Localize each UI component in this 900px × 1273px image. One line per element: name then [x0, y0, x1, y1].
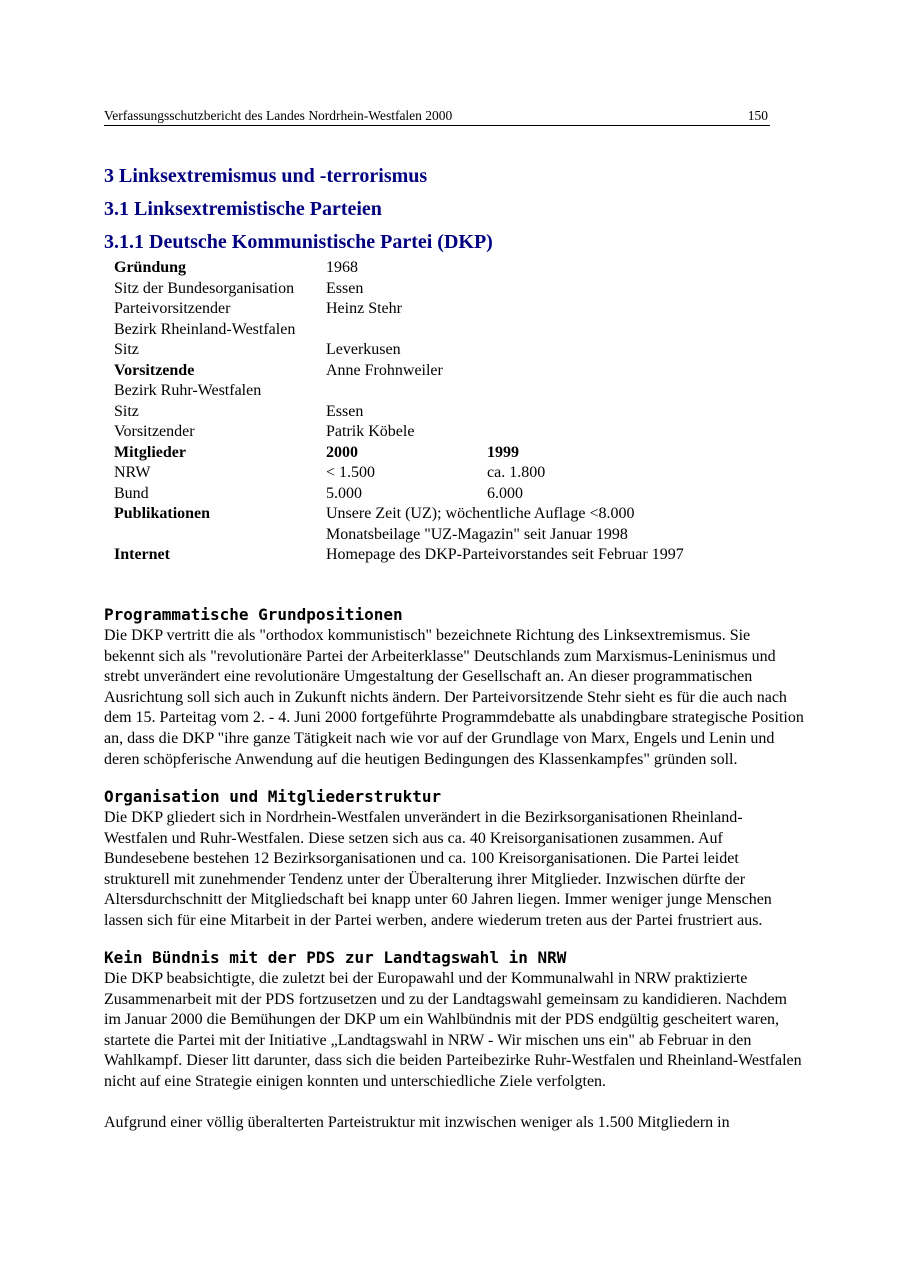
heading-chapter: 3 Linksextremismus und -terrorismus [104, 165, 428, 187]
section-title-organisation: Organisation und Mitgliederstruktur [104, 787, 442, 806]
publications-line-2: Monatsbeilage "UZ-Magazin" seit Januar 1998 [326, 525, 628, 543]
seat-ruhr-label: Sitz [114, 402, 139, 420]
members-nrw-label: NRW [114, 464, 151, 481]
section-title-programmatic: Programmatische Grundpositionen [104, 605, 403, 624]
internet-label: Internet [114, 546, 170, 563]
members-bund-1999: 6.000 [487, 484, 523, 502]
chairman-value: Heinz Stehr [326, 300, 402, 317]
info-row [114, 279, 717, 300]
seat-rw-value: Leverkusen [326, 341, 401, 358]
chair-rw-value: Anne Frohnweiler [326, 361, 443, 379]
section-text-continuation: Aufgrund einer völlig überalterten Parteistruktur mit inzwischen weniger als 1.500 Mitgliedern in [104, 1114, 730, 1131]
members-year-2000: 2000 [326, 443, 358, 461]
info-row [114, 299, 717, 320]
info-row [114, 361, 717, 382]
seat-rw-label: Sitz [114, 341, 139, 358]
party-info-table [114, 258, 717, 566]
info-row [114, 381, 717, 402]
members-year-1999: 1999 [487, 443, 519, 461]
publications-value [326, 504, 717, 545]
info-row [114, 484, 717, 505]
seat-ruhr-value: Essen [326, 402, 364, 420]
page-number: 150 [747, 108, 768, 123]
report-title: Verfassungsschutzbericht des Landes Nordrhein-Westfalen 2000 [104, 108, 453, 123]
section-text-organisation: Die DKP gliedert sich in Nordrhein-Westfalen unverändert in die Bezirksorganisationen Rheinland-Westfalen und Ruhr-Westfalen. Diese setzen sich aus ca. 40 Kreisorganisationen zusammen. Auf Bundesebene bestehen 12 Bezirksorganisationen und ca. 100 Kreisorganisationen. Die Partei leidet strukturell mit zunehmender Tendenz unter der Überalterung ihrer Mitglieder. Inzwischen dürfte der Altersdurchschnitt der Mitgliedschaft bei knapp unter 60 Jahren liegen. Immer weniger junge Menschen lassen sich für eine Mitarbeit in der Partei werben, andere wiederum treten aus der Partei frustriert aus. [104, 809, 772, 929]
publications-label: Publikationen [114, 505, 211, 522]
founding-label: Gründung [114, 259, 187, 276]
info-row [114, 422, 717, 443]
info-row [114, 463, 717, 484]
page-header [104, 107, 770, 126]
info-row [114, 258, 717, 279]
info-row [114, 443, 717, 464]
members-nrw-2000: < 1.500 [326, 464, 376, 481]
members-bund-2000: 5.000 [326, 484, 362, 502]
internet-value: Homepage des DKP-Parteivorstandes seit Februar 1997 [326, 546, 684, 563]
members-bund-label: Bund [114, 484, 149, 502]
members-nrw-1999: ca. 1.800 [487, 464, 546, 481]
section-title-no-alliance: Kein Bündnis mit der PDS zur Landtagswahl in NRW [104, 948, 567, 967]
section-text-programmatic: Die DKP vertritt die als "orthodox kommunistisch" bezeichnete Richtung des Linksextremismus. Sie bekennt sich als "revolutionäre Partei der Arbeiterklasse" Deutschlands zum Marxismus-Leninismus und strebt unverändert eine revolutionäre Umgestaltung der Gesellschaft an. An dieser programmatischen Ausrichtung soll sich auch in Zukunft nichts ändern. Der Parteivorsitzende Stehr sieht es für die auch nach dem 15. Parteitag vom 2. - 4. Juni 2000 fortgeführte Programmdebatte als unabdingbare strategische Position an, dass die DKP "ihre ganze Tätigkeit nach wie vor auf der Grundlage von Marx, Engels und Lenin und deren schöpferische Anwendung auf die heutigen Bedingungen des Klassenkampfes" gründen soll. [104, 627, 804, 768]
info-row [114, 545, 717, 566]
info-row [114, 402, 717, 423]
heading-section: 3.1 Linksextremistische Parteien [104, 198, 382, 220]
section-text-no-alliance: Die DKP beabsichtigte, die zuletzt bei der Europawahl und der Kommunalwahl in NRW praktizierte Zusammenarbeit mit der PDS fortzusetzen und zu der Landtagswahl gemeinsam zu kandidieren. Nachdem im Januar 2000 die Bemühungen der DKP um ein Wahlbündnis mit der PDS endgültig gescheitert waren, startete die Partei mit der Initiative „Landtagswahl in NRW - Wir mischen uns ein" ab Februar in den Wahlkampf. Dieser litt darunter, dass sich die beiden Parteibezirke Ruhr-Westfalen und Rheinland-Westfalen nicht auf eine Strategie einigen konnten und unterschiedliche Ziele verfolgten. [104, 970, 802, 1090]
publications-line-1: Unsere Zeit (UZ); wöchentliche Auflage <8.000 [326, 505, 635, 522]
chair-ruhr-value: Patrik Köbele [326, 423, 415, 440]
info-row [114, 320, 717, 341]
federal-seat-value: Essen [326, 279, 364, 297]
info-row [114, 340, 717, 361]
chair-ruhr-label: Vorsitzender [114, 423, 195, 440]
founding-value: 1968 [326, 259, 358, 276]
district-ruhr-label: Bezirk Ruhr-Westfalen [114, 382, 262, 399]
members-label: Mitglieder [114, 443, 186, 461]
chair-rw-label: Vorsitzende [114, 361, 195, 379]
heading-subsection: 3.1.1 Deutsche Kommunistische Partei (DKP) [104, 231, 493, 253]
chairman-label: Parteivorsitzender [114, 300, 231, 317]
federal-seat-label: Sitz der Bundesorganisation [114, 279, 295, 297]
district-rw-label: Bezirk Rheinland-Westfalen [114, 320, 296, 338]
info-row [114, 504, 717, 545]
